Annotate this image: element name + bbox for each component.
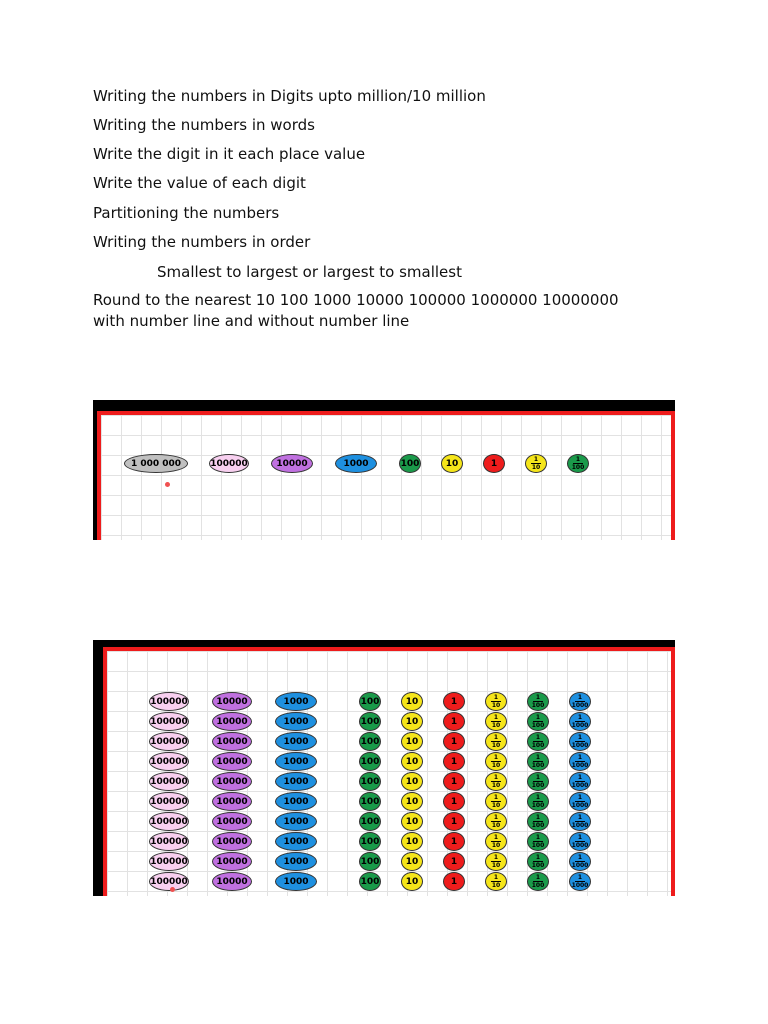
number-chip <box>275 752 317 771</box>
fraction-numerator: 1 <box>493 774 499 781</box>
number-chip <box>209 454 249 473</box>
fraction-denominator: 100 <box>531 742 545 749</box>
number-chip <box>401 792 423 811</box>
fraction-chip <box>527 792 549 811</box>
fraction-denominator: 100 <box>531 762 545 769</box>
fraction-numerator: 1 <box>535 794 541 801</box>
fraction-denominator: 1000 <box>571 862 589 869</box>
fraction-numerator: 1 <box>535 774 541 781</box>
number-chip <box>401 712 423 731</box>
number-chip <box>359 692 381 711</box>
fraction-chip <box>485 772 507 791</box>
number-chip <box>443 752 465 771</box>
fraction-numerator: 1 <box>493 754 499 761</box>
line-numbers-in-words: Writing the numbers in words <box>93 116 315 134</box>
chip-label: 100 <box>360 776 380 787</box>
fraction-numerator: 1 <box>493 874 499 881</box>
fraction-denominator: 100 <box>571 464 585 471</box>
chip-label: 100000 <box>150 816 188 827</box>
fraction-chip <box>485 852 507 871</box>
fraction-numerator: 1 <box>577 814 583 821</box>
place-value-chips-image-bottom <box>93 640 675 896</box>
chip-label: 100000 <box>150 696 188 707</box>
chip-label: 1000 <box>283 696 309 707</box>
fraction-numerator: 1 <box>577 754 583 761</box>
number-chip <box>149 872 189 891</box>
chip-label: 1 <box>450 856 458 867</box>
chip-label: 10000 <box>216 776 248 787</box>
chip-label: 10000 <box>216 816 248 827</box>
number-chip <box>275 872 317 891</box>
chip-label: 1 <box>450 776 458 787</box>
fraction-denominator: 1000 <box>571 742 589 749</box>
fraction-numerator: 1 <box>493 734 499 741</box>
fraction-numerator: 1 <box>577 794 583 801</box>
fraction-denominator: 1000 <box>571 882 589 889</box>
chip-label: 10 <box>405 856 419 867</box>
chip-label: 100000 <box>150 796 188 807</box>
chip-label: 10 <box>405 736 419 747</box>
chip-label: 10 <box>445 458 459 469</box>
fraction-numerator: 1 <box>493 854 499 861</box>
chip-label: 10000 <box>276 458 308 469</box>
chip-label: 100 <box>360 876 380 887</box>
number-chip <box>149 792 189 811</box>
fraction-chip <box>527 752 549 771</box>
fraction-denominator: 100 <box>531 722 545 729</box>
number-chip <box>401 852 423 871</box>
number-chip <box>483 454 505 473</box>
number-chip <box>124 454 188 473</box>
fraction-chip <box>485 812 507 831</box>
number-chip <box>359 832 381 851</box>
number-chip <box>399 454 421 473</box>
chip-label: 100000 <box>150 716 188 727</box>
chip-label: 1000 <box>343 458 369 469</box>
chip-label: 1000 <box>283 796 309 807</box>
number-chip <box>212 712 252 731</box>
chip-label: 100000 <box>150 856 188 867</box>
number-chip <box>359 792 381 811</box>
fraction-numerator: 1 <box>575 456 581 463</box>
number-chip <box>149 832 189 851</box>
fraction-denominator: 100 <box>531 782 545 789</box>
fraction-chip <box>485 832 507 851</box>
fraction-chip <box>569 712 591 731</box>
chip-label: 1000 <box>283 736 309 747</box>
place-value-chips-image-top <box>93 400 675 540</box>
fraction-denominator: 100 <box>531 842 545 849</box>
number-chip <box>212 732 252 751</box>
fraction-denominator: 10 <box>491 802 501 809</box>
chip-label: 10 <box>405 796 419 807</box>
fraction-denominator: 1000 <box>571 822 589 829</box>
chip-label: 100 <box>360 716 380 727</box>
fraction-chip <box>569 772 591 791</box>
fraction-chip <box>569 812 591 831</box>
chip-label: 10000 <box>216 736 248 747</box>
number-chip <box>401 772 423 791</box>
line-digit-place-value: Write the digit in it each place value <box>93 145 366 163</box>
line-round-to-nearest: Round to the nearest 10 100 1000 10000 100000 1000000 10000000 <box>93 291 619 309</box>
number-chip <box>443 732 465 751</box>
fraction-denominator: 100 <box>531 802 545 809</box>
fraction-numerator: 1 <box>535 874 541 881</box>
chip-label: 10 <box>405 716 419 727</box>
chip-label: 1000 <box>283 856 309 867</box>
number-chip <box>335 454 377 473</box>
number-chip <box>149 772 189 791</box>
chip-label: 100 <box>400 458 420 469</box>
chip-label: 10 <box>405 776 419 787</box>
fraction-numerator: 1 <box>493 834 499 841</box>
fraction-chip <box>527 872 549 891</box>
number-chip <box>149 752 189 771</box>
fraction-denominator: 100 <box>531 862 545 869</box>
number-chip <box>275 832 317 851</box>
chip-label: 1 000 000 <box>130 458 182 469</box>
fraction-chip <box>569 872 591 891</box>
chip-label: 10000 <box>216 856 248 867</box>
chip-label: 10000 <box>216 836 248 847</box>
fraction-numerator: 1 <box>535 754 541 761</box>
fraction-chip <box>527 732 549 751</box>
fraction-chip <box>485 692 507 711</box>
chip-label: 1 <box>450 816 458 827</box>
chip-label: 1 <box>450 716 458 727</box>
number-chip <box>443 832 465 851</box>
chip-label: 10000 <box>216 876 248 887</box>
fraction-denominator: 100 <box>531 702 545 709</box>
chip-label: 100 <box>360 816 380 827</box>
fraction-numerator: 1 <box>535 694 541 701</box>
chip-label: 1000 <box>283 756 309 767</box>
chip-label: 1 <box>450 756 458 767</box>
fraction-chip <box>485 872 507 891</box>
chip-label: 10000 <box>216 796 248 807</box>
number-chip <box>443 712 465 731</box>
fraction-numerator: 1 <box>493 694 499 701</box>
line-numbers-in-order: Writing the numbers in order <box>93 233 311 251</box>
number-chip <box>359 872 381 891</box>
number-chip <box>443 792 465 811</box>
fraction-numerator: 1 <box>577 694 583 701</box>
chip-label: 100000 <box>150 736 188 747</box>
number-chip <box>401 692 423 711</box>
chip-label: 10 <box>405 876 419 887</box>
fraction-chip <box>569 752 591 771</box>
number-chip <box>359 812 381 831</box>
fraction-numerator: 1 <box>493 794 499 801</box>
fraction-numerator: 1 <box>577 734 583 741</box>
number-chip <box>212 772 252 791</box>
number-chip <box>401 832 423 851</box>
chip-label: 10000 <box>216 756 248 767</box>
fraction-numerator: 1 <box>493 714 499 721</box>
fraction-denominator: 10 <box>491 762 501 769</box>
chip-label: 10 <box>405 696 419 707</box>
number-chip <box>275 772 317 791</box>
chip-label: 100000 <box>150 756 188 767</box>
number-chip <box>212 832 252 851</box>
fraction-denominator: 100 <box>531 882 545 889</box>
chip-label: 100 <box>360 696 380 707</box>
fraction-chip <box>567 454 589 473</box>
chip-label: 1 <box>450 876 458 887</box>
number-chip <box>359 712 381 731</box>
fraction-chip <box>569 732 591 751</box>
chip-label: 1000 <box>283 816 309 827</box>
fraction-numerator: 1 <box>577 834 583 841</box>
fraction-denominator: 10 <box>491 862 501 869</box>
chip-label: 100 <box>360 856 380 867</box>
number-chip <box>443 852 465 871</box>
line-value-of-each-digit: Write the value of each digit <box>93 174 306 192</box>
fraction-denominator: 10 <box>491 782 501 789</box>
number-chip <box>149 712 189 731</box>
number-chip <box>443 772 465 791</box>
fraction-denominator: 1000 <box>571 762 589 769</box>
fraction-denominator: 10 <box>491 882 501 889</box>
number-chip <box>275 792 317 811</box>
number-chip <box>401 812 423 831</box>
fraction-numerator: 1 <box>535 834 541 841</box>
number-chip <box>275 732 317 751</box>
number-chip <box>443 872 465 891</box>
number-chip <box>275 692 317 711</box>
chip-label: 1 <box>490 458 498 469</box>
number-chip <box>212 752 252 771</box>
chip-label: 100000 <box>210 458 248 469</box>
chip-label: 100 <box>360 796 380 807</box>
fraction-numerator: 1 <box>493 814 499 821</box>
fraction-denominator: 1000 <box>571 802 589 809</box>
number-chip <box>401 872 423 891</box>
number-chip <box>401 732 423 751</box>
number-chip <box>212 792 252 811</box>
chip-label: 100000 <box>150 876 188 887</box>
number-chip <box>443 812 465 831</box>
fraction-numerator: 1 <box>533 456 539 463</box>
chip-label: 100 <box>360 836 380 847</box>
chip-label: 100 <box>360 756 380 767</box>
fraction-chip <box>527 832 549 851</box>
number-chip <box>212 812 252 831</box>
number-chip <box>443 692 465 711</box>
number-chip <box>359 772 381 791</box>
line-partitioning: Partitioning the numbers <box>93 204 280 222</box>
fraction-chip <box>525 454 547 473</box>
chip-label: 1000 <box>283 776 309 787</box>
line-number-line: with number line and without number line <box>93 312 410 330</box>
chip-label: 100000 <box>150 836 188 847</box>
fraction-chip <box>569 852 591 871</box>
chip-label: 1000 <box>283 876 309 887</box>
fraction-numerator: 1 <box>577 874 583 881</box>
fraction-denominator: 10 <box>531 464 541 471</box>
chip-label: 10 <box>405 816 419 827</box>
whiteboard-grid <box>103 647 675 896</box>
fraction-chip <box>485 792 507 811</box>
number-chip <box>359 852 381 871</box>
number-chip <box>359 732 381 751</box>
pointer-dot <box>165 482 170 487</box>
chip-label: 100 <box>360 736 380 747</box>
fraction-denominator: 100 <box>531 822 545 829</box>
fraction-denominator: 10 <box>491 722 501 729</box>
chip-label: 1 <box>450 836 458 847</box>
fraction-numerator: 1 <box>535 714 541 721</box>
fraction-numerator: 1 <box>577 714 583 721</box>
number-chip <box>212 852 252 871</box>
chip-label: 1000 <box>283 716 309 727</box>
number-chip <box>401 752 423 771</box>
chip-label: 100000 <box>150 776 188 787</box>
chip-label: 10 <box>405 836 419 847</box>
fraction-denominator: 1000 <box>571 702 589 709</box>
line-digits-upto-million: Writing the numbers in Digits upto million/10 million <box>93 87 486 105</box>
fraction-numerator: 1 <box>535 734 541 741</box>
number-chip <box>212 692 252 711</box>
fraction-denominator: 10 <box>491 842 501 849</box>
chip-label: 1000 <box>283 836 309 847</box>
fraction-chip <box>527 812 549 831</box>
whiteboard-grid <box>97 411 675 540</box>
chip-label: 10000 <box>216 696 248 707</box>
fraction-numerator: 1 <box>577 774 583 781</box>
fraction-chip <box>569 692 591 711</box>
line-smallest-to-largest: Smallest to largest or largest to smallest <box>157 263 462 281</box>
fraction-chip <box>569 832 591 851</box>
number-chip <box>212 872 252 891</box>
fraction-chip <box>527 772 549 791</box>
fraction-numerator: 1 <box>535 814 541 821</box>
fraction-denominator: 10 <box>491 742 501 749</box>
fraction-denominator: 10 <box>491 702 501 709</box>
fraction-chip <box>485 712 507 731</box>
number-chip <box>149 692 189 711</box>
number-chip <box>275 812 317 831</box>
number-chip <box>149 732 189 751</box>
fraction-denominator: 1000 <box>571 842 589 849</box>
fraction-denominator: 1000 <box>571 722 589 729</box>
number-chip <box>271 454 313 473</box>
number-chip <box>149 812 189 831</box>
number-chip <box>149 852 189 871</box>
chip-label: 1 <box>450 696 458 707</box>
fraction-numerator: 1 <box>535 854 541 861</box>
fraction-chip <box>527 692 549 711</box>
number-chip <box>275 712 317 731</box>
chip-label: 1 <box>450 736 458 747</box>
chip-label: 1 <box>450 796 458 807</box>
fraction-chip <box>527 852 549 871</box>
fraction-chip <box>485 752 507 771</box>
chip-label: 10 <box>405 756 419 767</box>
number-chip <box>275 852 317 871</box>
fraction-chip <box>527 712 549 731</box>
fraction-denominator: 10 <box>491 822 501 829</box>
fraction-numerator: 1 <box>577 854 583 861</box>
number-chip <box>441 454 463 473</box>
fraction-chip <box>569 792 591 811</box>
fraction-denominator: 1000 <box>571 782 589 789</box>
chip-label: 10000 <box>216 716 248 727</box>
number-chip <box>359 752 381 771</box>
fraction-chip <box>485 732 507 751</box>
pointer-dot <box>170 887 175 892</box>
